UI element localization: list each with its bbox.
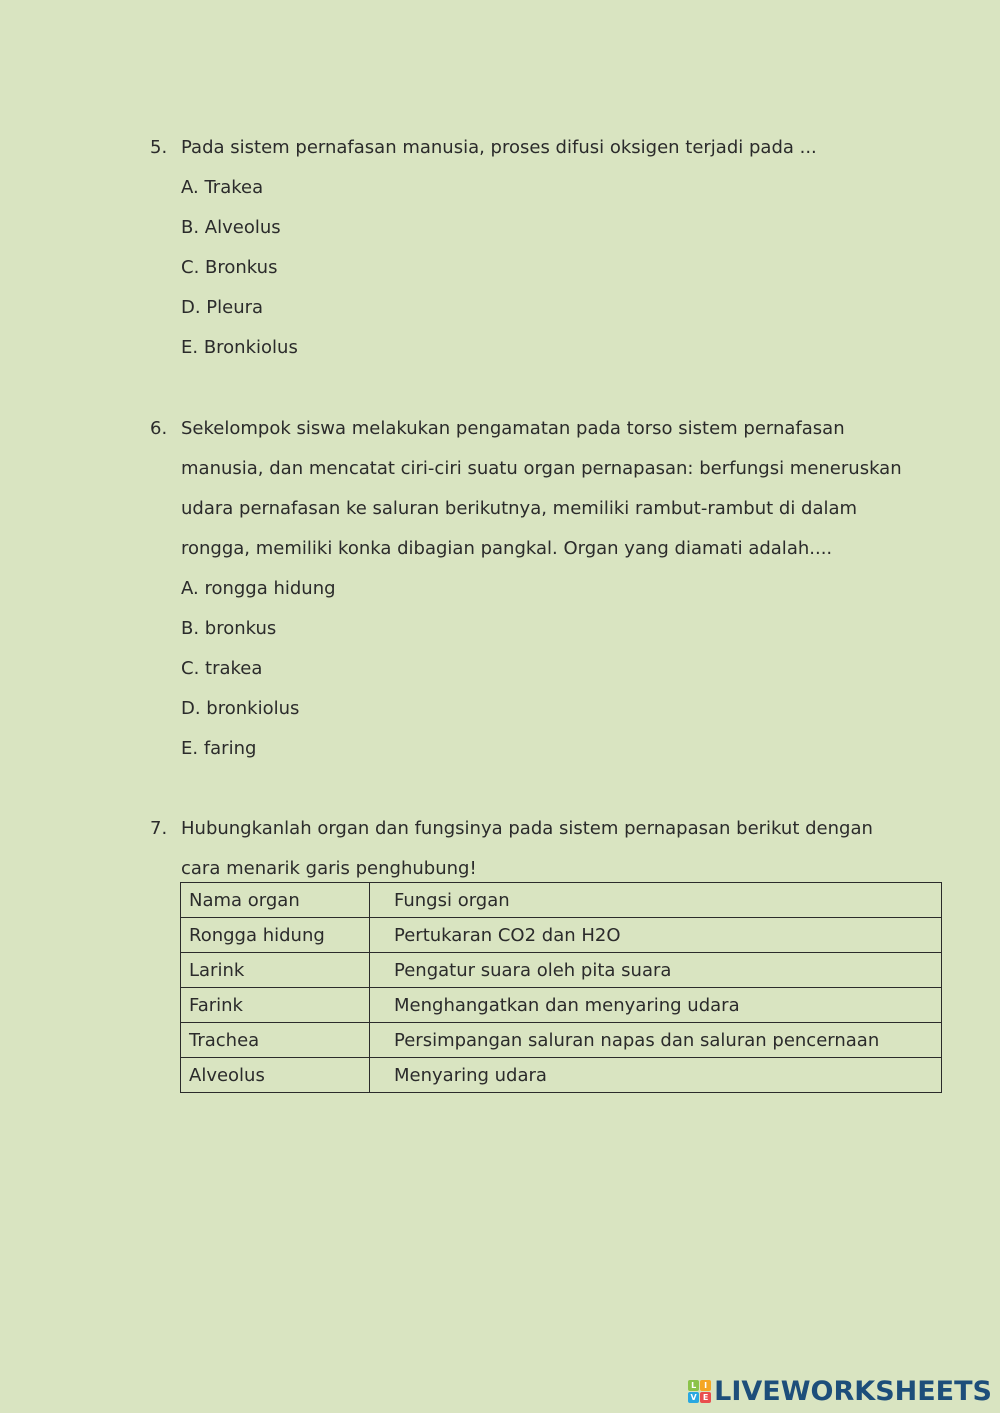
function-cell[interactable]: Menyaring udara bbox=[370, 1058, 942, 1093]
question-stem-line: Pada sistem pernafasan manusia, proses difusi oksigen terjadi pada ... bbox=[181, 137, 817, 158]
liveworksheets-mark-icon bbox=[688, 1380, 711, 1403]
organ-cell[interactable]: Trachea bbox=[181, 1023, 370, 1058]
question-stem-line: manusia, dan mencatat ciri-ciri suatu organ pernapasan: berfungsi meneruskan bbox=[181, 458, 902, 479]
mark-letter: V bbox=[688, 1392, 699, 1403]
option-e: E. faring bbox=[181, 738, 257, 759]
option-b: B. bronkus bbox=[181, 618, 277, 639]
option-c: C. Bronkus bbox=[181, 257, 278, 278]
table-header-cell: Nama organ bbox=[181, 883, 370, 918]
function-cell[interactable]: Menghangatkan dan menyaring udara bbox=[370, 988, 942, 1023]
table-row bbox=[181, 1058, 942, 1093]
question-5 bbox=[150, 128, 940, 368]
question-stem-line: rongga, memiliki konka dibagian pangkal. Organ yang diamati adalah.... bbox=[181, 538, 833, 559]
question-7 bbox=[150, 809, 940, 889]
mark-letter: E bbox=[700, 1392, 711, 1403]
option-a: A. rongga hidung bbox=[181, 578, 336, 599]
option-b: B. Alveolus bbox=[181, 217, 281, 238]
logo-text: LIVEWORKSHEETS bbox=[714, 1376, 992, 1407]
table-header-row bbox=[181, 883, 942, 918]
option-d: D. bronkiolus bbox=[181, 698, 300, 719]
question-number: 6. bbox=[150, 418, 168, 439]
function-cell[interactable]: Pengatur suara oleh pita suara bbox=[370, 953, 942, 988]
question-stem-line: udara pernafasan ke saluran berikutnya, memiliki rambut-rambut di dalam bbox=[181, 498, 858, 519]
question-stem-line: Sekelompok siswa melakukan pengamatan pada torso sistem pernafasan bbox=[181, 418, 845, 439]
answer-options bbox=[181, 168, 940, 368]
organ-cell[interactable]: Rongga hidung bbox=[181, 918, 370, 953]
question-stem bbox=[181, 409, 902, 569]
question-stem bbox=[181, 128, 817, 168]
question-stem-line: cara menarik garis penghubung! bbox=[181, 858, 477, 879]
function-cell[interactable]: Pertukaran CO2 dan H2O bbox=[370, 918, 942, 953]
table-row bbox=[181, 953, 942, 988]
answer-options bbox=[181, 569, 940, 769]
organ-cell[interactable]: Alveolus bbox=[181, 1058, 370, 1093]
table-row bbox=[181, 988, 942, 1023]
option-d: D. Pleura bbox=[181, 297, 264, 318]
option-a: A. Trakea bbox=[181, 177, 264, 198]
table-row bbox=[181, 918, 942, 953]
mark-letter: L bbox=[688, 1380, 699, 1391]
question-6 bbox=[150, 409, 940, 769]
question-stem bbox=[181, 809, 873, 889]
function-cell[interactable]: Persimpangan saluran napas dan saluran pencernaan bbox=[370, 1023, 942, 1058]
organ-cell[interactable]: Larink bbox=[181, 953, 370, 988]
question-number: 5. bbox=[150, 137, 168, 158]
liveworksheets-logo[interactable] bbox=[688, 1376, 992, 1407]
option-c: C. trakea bbox=[181, 658, 263, 679]
mark-letter: I bbox=[700, 1380, 711, 1391]
question-stem-line: Hubungkanlah organ dan fungsinya pada sistem pernapasan berikut dengan bbox=[181, 818, 873, 839]
organ-cell[interactable]: Farink bbox=[181, 988, 370, 1023]
question-number: 7. bbox=[150, 818, 168, 839]
table-row bbox=[181, 1023, 942, 1058]
option-e: E. Bronkiolus bbox=[181, 337, 298, 358]
organ-function-table bbox=[180, 882, 942, 1093]
table-header-cell: Fungsi organ bbox=[370, 883, 942, 918]
